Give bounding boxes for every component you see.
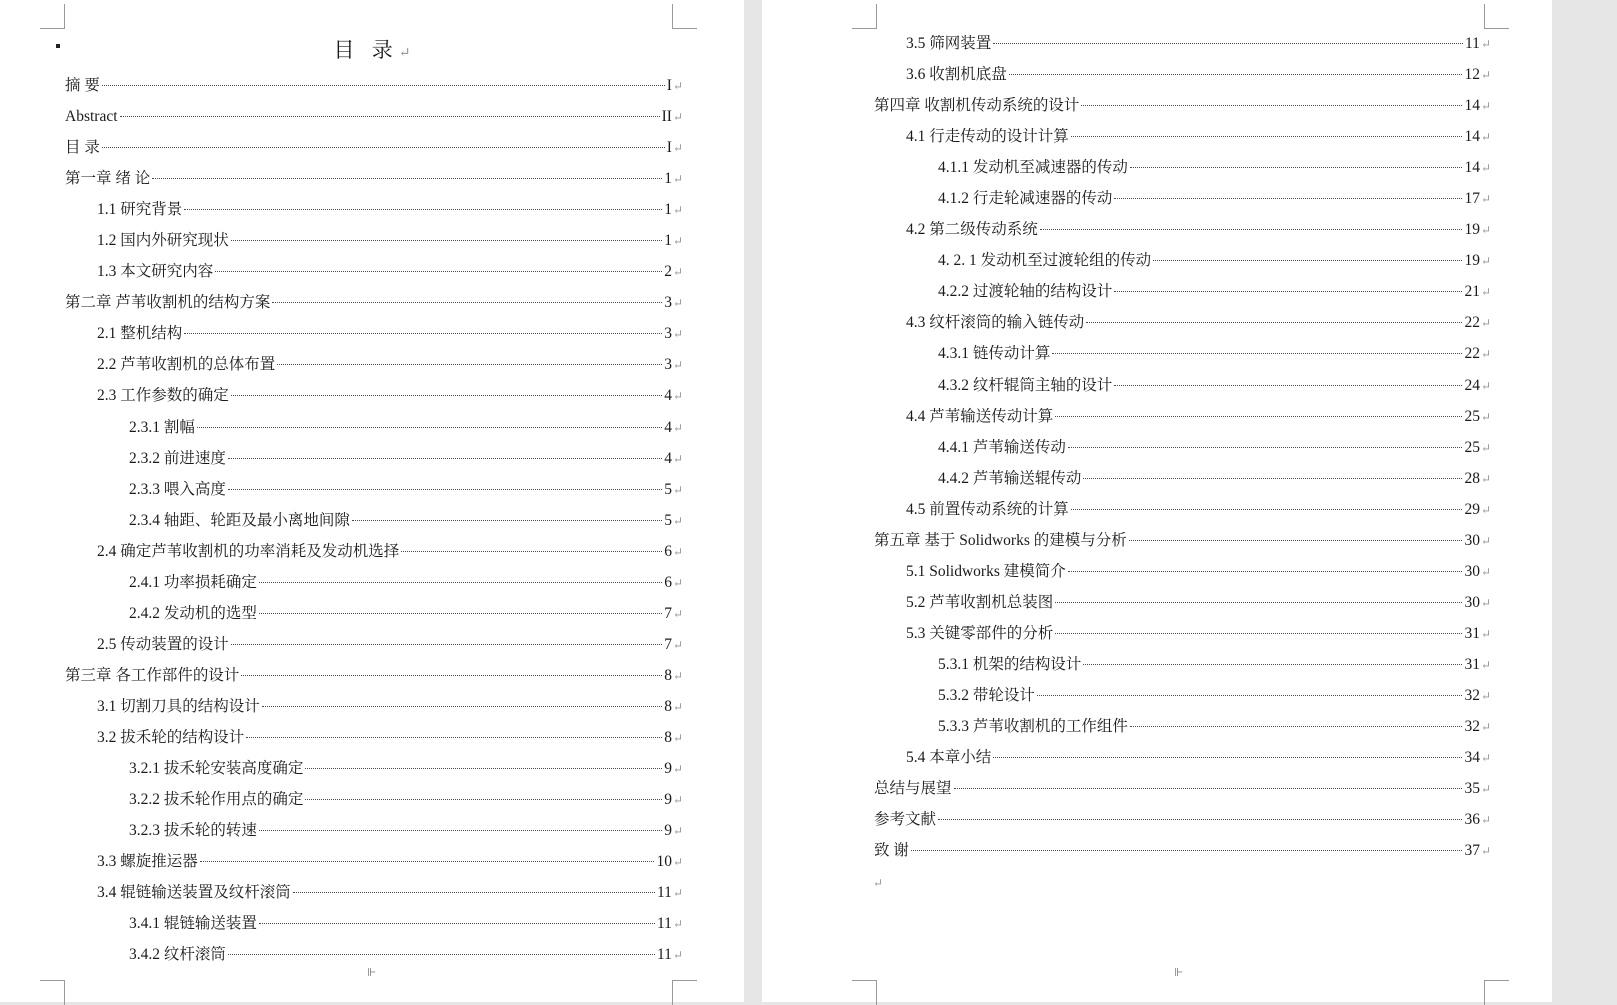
- toc-entry-page-number: 14: [1464, 159, 1480, 177]
- toc-entry-label: 5.3 关键零部件的分析: [906, 624, 1054, 642]
- paragraph-mark-icon: ↵: [672, 141, 683, 156]
- toc-entry-page-number: 30: [1464, 593, 1480, 611]
- toc-entry[interactable]: [65, 256, 683, 287]
- toc-entry-label: 4.3.2 纹杆辊筒主轴的设计: [938, 376, 1113, 394]
- dot-leader: [197, 427, 662, 428]
- dot-leader: [1037, 695, 1463, 696]
- toc-entry-label: 4.1.2 行走轮减速器的传动: [938, 190, 1113, 208]
- paragraph-mark-icon: ↵: [672, 389, 683, 404]
- toc-entry-label: 5.3.1 机架的结构设计: [938, 655, 1082, 673]
- dot-leader: [231, 644, 662, 645]
- toc-entry[interactable]: [874, 59, 1491, 90]
- toc-entry[interactable]: [874, 121, 1491, 152]
- toc-entry[interactable]: [874, 525, 1491, 556]
- toc-entry-page-number: 24: [1464, 376, 1480, 394]
- paragraph-mark-icon: ↵: [1480, 316, 1491, 331]
- dot-leader: [262, 706, 662, 707]
- toc-entry[interactable]: [874, 338, 1491, 369]
- toc-entry-label: 5.3.3 芦苇收割机的工作组件: [938, 718, 1128, 736]
- toc-entry-page-number: 9: [664, 822, 672, 840]
- dot-leader: [272, 302, 662, 303]
- toc-entry[interactable]: [65, 318, 683, 349]
- dot-leader: [246, 737, 662, 738]
- toc-entry-label: 总结与展望: [874, 780, 952, 798]
- toc-entry-label: 2.4.1 功率损耗确定: [129, 573, 257, 591]
- dot-leader: [231, 240, 662, 241]
- dot-leader: [120, 116, 660, 117]
- toc-entry[interactable]: [65, 753, 683, 784]
- paragraph-mark-icon: ↵: [1480, 347, 1491, 362]
- toc-entry-page-number: 19: [1464, 221, 1480, 239]
- toc-entry-page-number: 19: [1464, 252, 1480, 270]
- dot-leader: [1040, 229, 1463, 230]
- dot-leader: [352, 520, 662, 521]
- toc-list-right: [874, 28, 1491, 866]
- toc-entry-page-number: 9: [664, 760, 672, 778]
- toc-entry-page-number: 37: [1464, 842, 1480, 860]
- toc-entry[interactable]: [65, 194, 683, 225]
- toc-entry[interactable]: [65, 505, 683, 536]
- paragraph-mark-icon: ↵: [1480, 657, 1491, 672]
- paragraph-mark-icon: ↵: [1480, 68, 1491, 83]
- toc-entry-label: 4.2.2 过渡轮轴的结构设计: [938, 283, 1113, 301]
- dot-leader: [184, 209, 662, 210]
- paragraph-mark-icon: ↵: [672, 420, 683, 435]
- paragraph-mark-icon: ↵: [672, 451, 683, 466]
- toc-entry[interactable]: [874, 587, 1491, 618]
- dot-leader: [1130, 726, 1463, 727]
- toc-entry[interactable]: [65, 287, 683, 318]
- paragraph-mark-icon: ↵: [672, 544, 683, 559]
- dot-leader: [152, 178, 662, 179]
- toc-entry[interactable]: [65, 598, 683, 629]
- dot-leader: [1055, 602, 1462, 603]
- toc-entry[interactable]: [874, 183, 1491, 214]
- dot-leader: [228, 954, 655, 955]
- toc-entry-page-number: 29: [1464, 500, 1480, 518]
- toc-entry-label: 第一章 绪 论: [65, 170, 151, 188]
- toc-entry-page-number: 30: [1464, 562, 1480, 580]
- toc-entry-page-number: 5: [664, 511, 672, 529]
- toc-entry-label: 3.2 拔禾轮的结构设计: [97, 728, 245, 746]
- toc-entry-label: 5.4 本章小结: [906, 749, 992, 767]
- toc-entry-label: 4.1 行走传动的设计计算: [906, 128, 1069, 146]
- toc-entry-page-number: 2: [664, 263, 672, 281]
- toc-entry-page-number: 8: [664, 666, 672, 684]
- toc-entry-page-number: II: [661, 108, 672, 126]
- dot-leader: [911, 850, 1463, 851]
- dot-leader: [1130, 167, 1463, 168]
- toc-entry[interactable]: [874, 618, 1491, 649]
- toc-entry[interactable]: [874, 245, 1491, 276]
- toc-entry-page-number: 34: [1464, 749, 1480, 767]
- paragraph-mark-icon: ↵: [1480, 502, 1491, 517]
- paragraph-mark-icon: ↵: [873, 876, 884, 890]
- paragraph-mark-icon: ↵: [672, 482, 683, 497]
- toc-entry[interactable]: [874, 28, 1491, 59]
- paragraph-mark-icon: ↵: [1480, 471, 1491, 486]
- dot-leader: [215, 271, 662, 272]
- toc-entry-label: 2.3.1 割幅: [129, 418, 195, 436]
- toc-entry[interactable]: [65, 225, 683, 256]
- dot-leader: [305, 799, 662, 800]
- paragraph-mark-icon: ↵: [1480, 37, 1491, 51]
- toc-entry[interactable]: [874, 711, 1491, 742]
- toc-entry-page-number: 6: [664, 573, 672, 591]
- toc-entry[interactable]: [65, 536, 683, 567]
- paragraph-mark-icon: ↵: [1480, 409, 1491, 424]
- toc-entry[interactable]: [65, 380, 683, 411]
- dot-leader: [259, 923, 655, 924]
- toc-entry[interactable]: [65, 443, 683, 474]
- paragraph-mark-icon: ↵: [672, 327, 683, 342]
- toc-entry-page-number: 30: [1464, 531, 1480, 549]
- toc-entry[interactable]: [874, 494, 1491, 525]
- toc-entry[interactable]: [65, 691, 683, 722]
- toc-entry[interactable]: [65, 70, 683, 101]
- toc-entry-label: 4.5 前置传动系统的计算: [906, 500, 1069, 518]
- toc-entry[interactable]: [65, 722, 683, 753]
- paragraph-mark-icon: ↵: [1480, 130, 1491, 145]
- paragraph-mark-icon: ↵: [672, 699, 683, 714]
- toc-entry-label: 4.1.1 发动机至减速器的传动: [938, 159, 1128, 177]
- dot-leader: [1086, 322, 1462, 323]
- toc-entry-label: 3.2.3 拔禾轮的转速: [129, 822, 257, 840]
- toc-entry-label: 3.6 收割机底盘: [906, 66, 1007, 84]
- dot-leader: [259, 582, 662, 583]
- paragraph-mark-icon: ↵: [1480, 720, 1491, 735]
- toc-entry-label: 第二章 芦苇收割机的结构方案: [65, 294, 271, 312]
- toc-entry[interactable]: [65, 349, 683, 380]
- toc-entry[interactable]: [65, 784, 683, 815]
- paragraph-mark-icon: ↵: [672, 762, 683, 777]
- paragraph-mark-icon: ↵: [1480, 782, 1491, 797]
- toc-entry-label: 2.2 芦苇收割机的总体布置: [97, 356, 276, 374]
- toc-entry[interactable]: [65, 412, 683, 443]
- paragraph-mark-icon: ↵: [672, 358, 683, 373]
- toc-entry-page-number: 10: [656, 853, 672, 871]
- margin-corner-marker: [1484, 4, 1509, 29]
- paragraph-mark-icon: ↵: [1480, 844, 1491, 859]
- toc-entry-page-number: 9: [664, 791, 672, 809]
- paragraph-mark-icon: ↵: [1480, 378, 1491, 393]
- paragraph-mark-icon: ↵: [672, 917, 683, 932]
- toc-entry[interactable]: [874, 432, 1491, 463]
- paragraph-mark-icon: ↵: [672, 296, 683, 311]
- toc-entry-label: 1.3 本文研究内容: [97, 263, 214, 281]
- paragraph-mark-icon: ↵: [1480, 688, 1491, 703]
- toc-entry-page-number: 1: [664, 201, 672, 219]
- toc-entry-page-number: 11: [657, 884, 672, 902]
- toc-entry-label: 2.1 整机结构: [97, 325, 183, 343]
- paragraph-mark-icon: ↵: [672, 730, 683, 745]
- dot-leader: [259, 613, 662, 614]
- paragraph-mark-icon: ↵: [672, 948, 683, 963]
- toc-entry[interactable]: [65, 163, 683, 194]
- toc-entry[interactable]: [65, 101, 683, 132]
- toc-entry-label: 2.4.2 发动机的选型: [129, 604, 257, 622]
- toc-entry[interactable]: [874, 649, 1491, 680]
- paragraph-mark-icon: ↵: [1480, 564, 1491, 579]
- toc-entry-page-number: I: [666, 77, 672, 94]
- dot-leader: [200, 861, 655, 862]
- toc-entry-label: 第三章 各工作部件的设计: [65, 666, 240, 684]
- toc-entry-page-number: 7: [664, 635, 672, 653]
- toc-entry-page-number: 4: [664, 387, 672, 405]
- toc-entry[interactable]: [65, 567, 683, 598]
- toc-title-text: 目 录: [333, 38, 399, 62]
- toc-entry-label: 4.4.2 芦苇输送辊传动: [938, 469, 1082, 487]
- toc-entry-page-number: 22: [1464, 314, 1480, 332]
- toc-entry-label: 3.2.2 拔禾轮作用点的确定: [129, 791, 304, 809]
- dot-leader: [293, 892, 655, 893]
- paragraph-mark-icon: ↵: [1480, 813, 1491, 828]
- paragraph-mark-icon: ↵: [1480, 626, 1491, 641]
- paragraph-mark-icon: ↵: [1480, 99, 1491, 114]
- toc-entry-page-number: 3: [664, 325, 672, 343]
- toc-entry-page-number: 5: [664, 480, 672, 498]
- paragraph-mark-icon: ↵: [672, 793, 683, 808]
- dot-leader: [1071, 509, 1463, 510]
- toc-entry-page-number: 32: [1464, 718, 1480, 736]
- paragraph-mark-icon: ↵: [1480, 254, 1491, 269]
- toc-entry-page-number: 8: [664, 728, 672, 746]
- toc-entry-page-number: 1: [664, 170, 672, 188]
- paragraph-mark-icon: ↵: [1480, 440, 1491, 455]
- paragraph-mark-icon: ↵: [672, 575, 683, 590]
- paragraph-mark-icon: ↵: [672, 824, 683, 839]
- paragraph-mark-icon: ↵: [672, 203, 683, 218]
- paragraph-mark-icon: ↵: [1480, 161, 1491, 176]
- toc-entry-label: 2.5 传动装置的设计: [97, 635, 229, 653]
- paragraph-mark-icon: ↵: [1480, 751, 1491, 766]
- toc-entry-page-number: 31: [1464, 624, 1480, 642]
- dot-leader: [1081, 105, 1462, 106]
- toc-entry[interactable]: [65, 474, 683, 505]
- dot-leader: [102, 85, 665, 86]
- margin-corner-marker: [672, 4, 697, 29]
- window-background-margin: [1552, 0, 1617, 1002]
- dot-leader: [184, 333, 662, 334]
- toc-entry[interactable]: [874, 804, 1491, 835]
- paragraph-mark-icon: ↵: [672, 110, 683, 125]
- toc-entry-label: 致 谢: [874, 842, 909, 860]
- toc-entry-page-number: I: [666, 139, 672, 157]
- footer-anchor-icon: ⊩: [1174, 967, 1184, 979]
- paragraph-mark-icon: ↵: [1480, 223, 1491, 238]
- toc-entry-label: 5.2 芦苇收割机总装图: [906, 593, 1054, 611]
- margin-corner-marker: [40, 4, 65, 29]
- toc-entry[interactable]: [874, 773, 1491, 804]
- toc-entry-label: 3.5 筛网装置: [906, 35, 992, 52]
- toc-entry-label: 3.4 辊链输送装置及纹杆滚筒: [97, 884, 291, 902]
- dot-leader: [305, 768, 662, 769]
- toc-entry-label: 参考文献: [874, 811, 937, 829]
- toc-entry-label: 1.1 研究背景: [97, 201, 183, 219]
- toc-entry[interactable]: [874, 556, 1491, 587]
- dot-leader: [1083, 478, 1462, 479]
- dot-leader: [1129, 540, 1463, 541]
- dot-leader: [1153, 260, 1462, 261]
- margin-corner-marker: [40, 980, 65, 1005]
- toc-entry-page-number: 32: [1464, 686, 1480, 704]
- paragraph-mark-icon: ↵: [672, 172, 683, 187]
- dot-leader: [1055, 633, 1462, 634]
- toc-entry-label: 2.4 确定芦苇收割机的功率消耗及发动机选择: [97, 542, 400, 560]
- toc-entry[interactable]: [874, 401, 1491, 432]
- toc-entry-label: 2.3.2 前进速度: [129, 449, 226, 467]
- toc-entry-label: 3.3 螺旋推运器: [97, 853, 198, 871]
- toc-entry-page-number: 35: [1464, 780, 1480, 798]
- toc-entry[interactable]: [65, 908, 683, 939]
- toc-entry[interactable]: [874, 463, 1491, 494]
- paragraph-mark-icon: ↵: [1480, 192, 1491, 207]
- toc-entry[interactable]: [874, 742, 1491, 773]
- toc-entry-page-number: 4: [664, 418, 672, 436]
- paragraph-mark-icon: ↵: [398, 46, 411, 61]
- toc-entry-page-number: 11: [1465, 35, 1480, 52]
- paragraph-mark-icon: ↵: [672, 637, 683, 652]
- toc-entry-label: 4.3.1 链传动计算: [938, 345, 1051, 363]
- toc-entry-label: 目 录: [65, 139, 100, 157]
- paragraph-mark-icon: ↵: [672, 606, 683, 621]
- margin-corner-marker: [1484, 980, 1509, 1005]
- toc-entry-label: 摘 要: [65, 77, 100, 94]
- toc-entry-page-number: 6: [664, 542, 672, 560]
- toc-entry-label: 2.3 工作参数的确定: [97, 387, 229, 405]
- margin-corner-marker: [852, 980, 877, 1005]
- toc-entry-label: 4.3 纹杆滚筒的输入链传动: [906, 314, 1085, 332]
- paragraph-mark-icon: ↵: [1480, 285, 1491, 300]
- toc-entry-page-number: 4: [664, 449, 672, 467]
- dot-leader: [1068, 571, 1463, 572]
- dot-leader: [231, 395, 662, 396]
- toc-entry-label: 5.1 Solidworks 建模简介: [906, 562, 1066, 580]
- toc-list-left: [65, 70, 683, 970]
- dot-leader: [277, 364, 662, 365]
- dot-leader: [1071, 136, 1463, 137]
- toc-entry-page-number: 17: [1464, 190, 1480, 208]
- footer-anchor-icon: ⊩: [367, 967, 377, 979]
- dot-leader: [241, 675, 662, 676]
- document-page-left[interactable]: [0, 0, 744, 1002]
- toc-entry-label: 2.3.4 轴距、轮距及最小离地间隙: [129, 511, 350, 529]
- dot-leader: [1114, 385, 1462, 386]
- toc-entry[interactable]: [874, 214, 1491, 245]
- dot-leader: [993, 757, 1462, 758]
- toc-entry-page-number: 14: [1464, 128, 1480, 146]
- dot-leader: [228, 458, 662, 459]
- dot-leader: [993, 43, 1463, 44]
- margin-corner-marker: [672, 980, 697, 1005]
- dot-leader: [1055, 416, 1462, 417]
- toc-entry-label: 3.2.1 拔禾轮安装高度确定: [129, 760, 304, 778]
- dot-leader: [102, 147, 665, 148]
- paragraph-mark-icon: ↵: [672, 513, 683, 528]
- toc-entry[interactable]: [874, 152, 1491, 183]
- toc-entry-label: 4.4.1 芦苇输送传动: [938, 438, 1066, 456]
- toc-entry[interactable]: [65, 660, 683, 691]
- toc-entry[interactable]: [65, 629, 683, 660]
- dot-leader: [1114, 198, 1462, 199]
- toc-entry[interactable]: [874, 307, 1491, 338]
- margin-corner-marker: [852, 4, 877, 29]
- toc-entry-page-number: 3: [664, 294, 672, 312]
- toc-entry-page-number: 1: [664, 232, 672, 250]
- toc-entry-page-number: 28: [1464, 469, 1480, 487]
- dot-leader: [259, 830, 662, 831]
- toc-entry[interactable]: [65, 877, 683, 908]
- dot-leader: [228, 489, 662, 490]
- toc-entry-page-number: 25: [1464, 438, 1480, 456]
- dot-leader: [954, 788, 1463, 789]
- toc-entry-page-number: 3: [664, 356, 672, 374]
- toc-entry[interactable]: [874, 90, 1491, 121]
- paragraph-mark-icon: ↵: [672, 79, 683, 93]
- paragraph-mark-icon: ↵: [672, 886, 683, 901]
- toc-entry-label: 5.3.2 带轮设计: [938, 686, 1035, 704]
- toc-title: [0, 34, 744, 64]
- toc-entry-label: 第五章 基于 Solidworks 的建模与分析: [874, 531, 1127, 549]
- toc-entry-page-number: 14: [1464, 97, 1480, 115]
- toc-entry-label: 2.3.3 喂入高度: [129, 480, 226, 498]
- toc-entry-page-number: 8: [664, 697, 672, 715]
- toc-entry-label: 4.2 第二级传动系统: [906, 221, 1038, 239]
- dot-leader: [1068, 447, 1463, 448]
- dot-leader: [1114, 291, 1462, 292]
- toc-entry[interactable]: [874, 835, 1491, 866]
- document-page-right[interactable]: [762, 0, 1552, 1002]
- paragraph-mark-icon: ↵: [672, 668, 683, 683]
- toc-entry[interactable]: [65, 815, 683, 846]
- toc-entry-page-number: 11: [657, 915, 672, 933]
- toc-entry[interactable]: [65, 132, 683, 163]
- toc-entry[interactable]: [874, 680, 1491, 711]
- toc-entry-page-number: 11: [657, 946, 672, 964]
- toc-entry-label: 3.1 切割刀具的结构设计: [97, 697, 260, 715]
- toc-entry-label: 3.4.2 纹杆滚筒: [129, 946, 226, 964]
- dot-leader: [401, 551, 662, 552]
- toc-entry-label: 4.4 芦苇输送传动计算: [906, 407, 1054, 425]
- paragraph-mark-icon: ↵: [672, 265, 683, 280]
- paragraph-mark-icon: ↵: [672, 234, 683, 249]
- toc-entry-label: 3.4.1 辊链输送装置: [129, 915, 257, 933]
- toc-entry-page-number: 21: [1464, 283, 1480, 301]
- toc-entry-page-number: 36: [1464, 811, 1480, 829]
- dot-leader: [1052, 353, 1462, 354]
- toc-entry-label: 4. 2. 1 发动机至过渡轮组的传动: [938, 252, 1152, 270]
- toc-entry-page-number: 22: [1464, 345, 1480, 363]
- toc-entry-page-number: 25: [1464, 407, 1480, 425]
- dot-leader: [938, 819, 1462, 820]
- toc-entry[interactable]: [874, 276, 1491, 307]
- dot-leader: [1083, 664, 1462, 665]
- paragraph-mark-icon: ↵: [1480, 595, 1491, 610]
- paragraph-mark-icon: ↵: [672, 855, 683, 870]
- paragraph-mark-icon: ↵: [1480, 533, 1491, 548]
- toc-entry-label: 第四章 收割机传动系统的设计: [874, 97, 1080, 115]
- toc-entry-label: Abstract: [65, 108, 118, 126]
- toc-entry-page-number: 31: [1464, 655, 1480, 673]
- toc-entry-page-number: 12: [1464, 66, 1480, 84]
- toc-entry[interactable]: [65, 846, 683, 877]
- toc-entry[interactable]: [874, 370, 1491, 401]
- toc-entry-label: 1.2 国内外研究现状: [97, 232, 229, 250]
- dot-leader: [1009, 74, 1463, 75]
- toc-entry-page-number: 7: [664, 604, 672, 622]
